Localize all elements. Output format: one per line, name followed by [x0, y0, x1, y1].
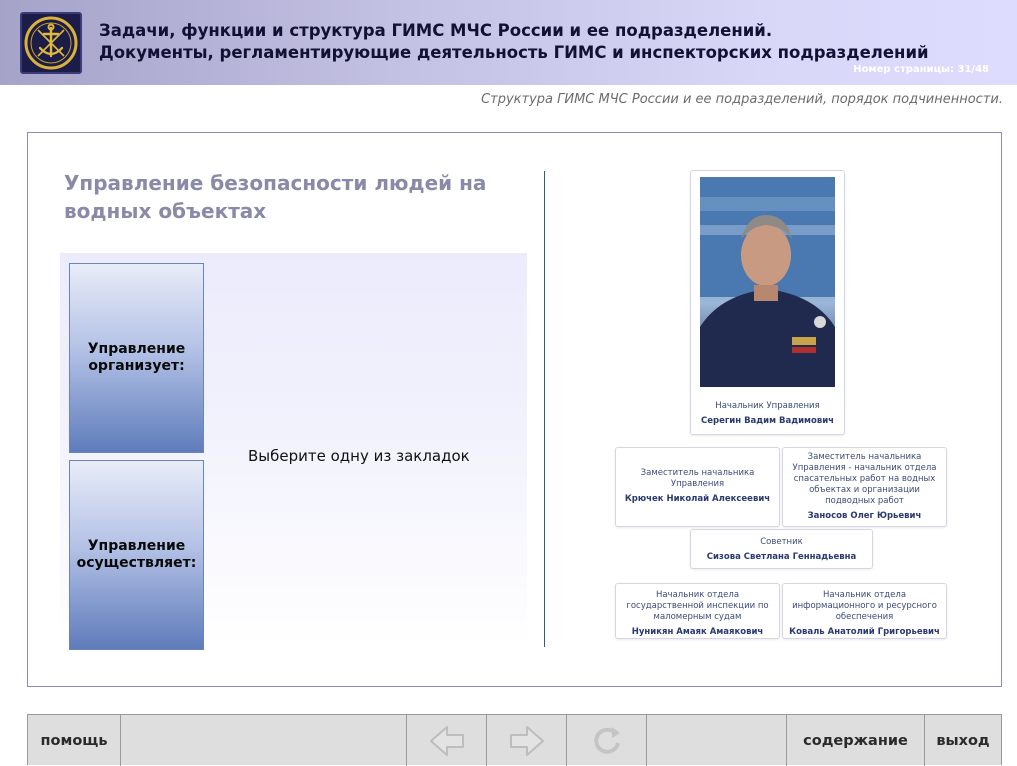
page-title-line-1: Задачи, функции и структура ГИМС МЧС России и ее подразделений. — [99, 21, 773, 40]
advisor-role: Советник — [760, 537, 803, 547]
deputy-2-role: Заместитель начальника Управления - начальник отдела спасательных работ на водных объектах и организации подводных работ — [792, 452, 937, 506]
vertical-divider — [544, 171, 545, 647]
head-2-role: Начальник отдела информационного и ресурсного обеспечения — [792, 590, 937, 622]
reload-button[interactable] — [567, 715, 647, 766]
advisor-name: Сизова Светлана Геннадьевна — [706, 552, 857, 562]
org-card-advisor — [690, 529, 873, 569]
gims-logo — [20, 12, 82, 74]
anchor-emblem-icon — [22, 14, 80, 72]
tab-performs[interactable]: Управление осуществляет: — [69, 460, 204, 650]
contents-button[interactable]: содержание — [787, 715, 925, 766]
org-card-head-2 — [782, 583, 947, 639]
section-title: Управление безопасности людей на водных объектах — [64, 171, 487, 223]
section-subtitle: Структура ГИМС МЧС России и ее подразделений, порядок подчиненности. — [481, 92, 1003, 107]
page-header — [0, 0, 1017, 85]
forward-button[interactable] — [487, 715, 567, 766]
tab-organizes[interactable]: Управление организует: — [69, 263, 204, 453]
arrow-right-icon — [505, 723, 549, 759]
chief-name: Серегин Вадим Вадимович — [700, 416, 835, 426]
content-frame — [27, 132, 1002, 687]
page-title-line-2: Документы, регламентирующие деятельность ГИМС и инспекторских подразделений — [99, 43, 929, 62]
help-button[interactable]: помощь — [28, 715, 121, 766]
page-title — [99, 20, 999, 64]
tabs-panel — [60, 253, 527, 648]
page-number: Номер страницы: 31/48 — [853, 64, 989, 75]
exit-button[interactable]: выход — [936, 732, 990, 749]
back-button[interactable] — [407, 715, 487, 766]
head-1-role: Начальник отдела государственной инспекции по маломерным судам — [626, 590, 769, 622]
chief-photo — [700, 177, 835, 387]
toolbar-spacer-right — [647, 715, 787, 766]
org-card-deputy-1 — [615, 447, 780, 527]
org-card-chief — [690, 170, 845, 435]
org-card-deputy-2 — [782, 447, 947, 527]
head-2-name: Коваль Анатолий Григорьевич — [789, 627, 940, 637]
org-card-head-1 — [615, 583, 780, 639]
reload-icon — [585, 723, 629, 759]
chief-role: Начальник Управления — [715, 401, 820, 411]
deputy-2-name: Заносов Олег Юрьевич — [807, 511, 922, 521]
deputy-1-name: Крючек Николай Алексеевич — [624, 494, 771, 504]
toolbar-spacer-left — [121, 715, 407, 766]
person-portrait-icon — [700, 177, 835, 387]
footer-toolbar — [27, 714, 1002, 765]
select-tab-hint: Выберите одну из закладок — [248, 447, 470, 465]
deputy-1-role: Заместитель начальника Управления — [640, 468, 755, 489]
head-1-name: Нуникян Амаяк Амаякович — [631, 627, 764, 637]
arrow-left-icon — [425, 723, 469, 759]
